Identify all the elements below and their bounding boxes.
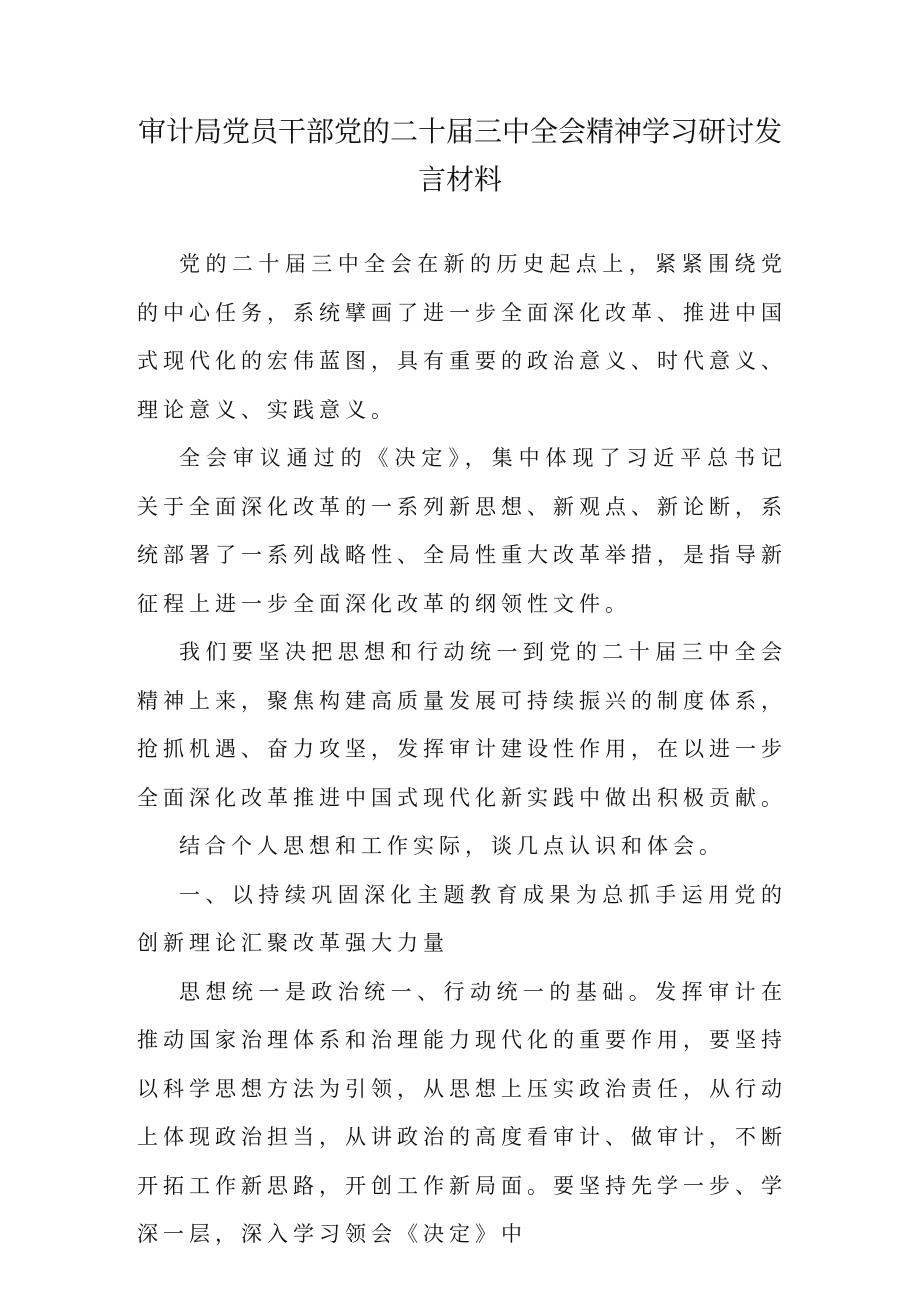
paragraph-intro: 党的二十届三中全会在新的历史起点上，紧紧围绕党的中心任务，系统擘画了进一步全面深化改革、推进中国式现代化的宏伟蓝图，具有重要的政治意义、时代意义、理论意义、实践意义。	[137, 252, 787, 422]
paragraph-transition: 结合个人思想和工作实际，谈几点认识和体会。	[179, 834, 725, 858]
title-line-2: 言材料	[417, 163, 502, 196]
document-title	[130, 108, 790, 204]
paragraph-decision: 全会审议通过的《决定》，集中体现了习近平总书记关于全面深化改革的一系列新思想、新观点、新论断，系统部署了一系列战略性、全局性重大改革举措，是指导新征程上进一步全面深化改革的纲领性文件。	[137, 446, 787, 616]
document-body	[137, 240, 787, 1259]
paragraph-section-1: 思想统一是政治统一、行动统一的基础。发挥审计在推动国家治理体系和治理能力现代化的重要作用，要坚持以科学思想方法为引领，从思想上压实政治责任，从行动上体现政治担当，从讲政治的高度看审计、做审计，不断开拓工作新思路，开创工作新局面。要坚持先学一步、学深一层，深入学习领会《决定》中	[137, 979, 787, 1246]
section-heading-1: 一、以持续巩固深化主题教育成果为总抓手运用党的创新理论汇聚改革强大力量	[137, 882, 787, 955]
title-line-1: 审计局党员干部党的二十届三中全会精神学习研讨发	[137, 115, 782, 148]
paragraph-commitment: 我们要坚决把思想和行动统一到党的二十届三中全会精神上来，聚焦构建高质量发展可持续振兴的制度体系，抢抓机遇、奋力攻坚，发挥审计建设性作用，在以进一步全面深化改革推进中国式现代化新实践中做出积极贡献。	[137, 640, 787, 810]
